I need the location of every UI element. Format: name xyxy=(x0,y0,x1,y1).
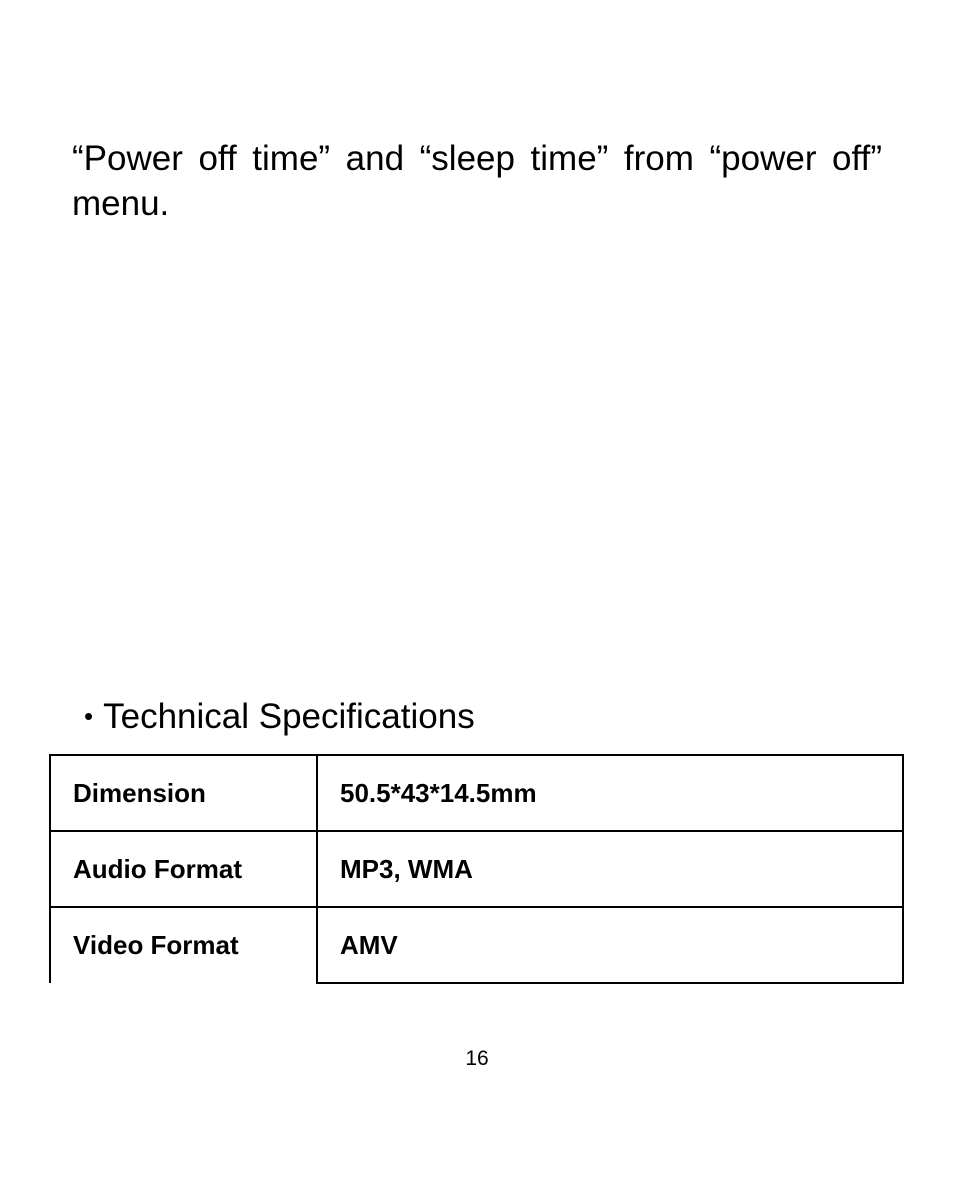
page-number: 16 xyxy=(465,1047,489,1070)
section-heading-text: Technical Specifications xyxy=(103,697,475,736)
bullet-icon: • xyxy=(84,701,94,731)
table-row xyxy=(50,831,903,907)
specifications-table xyxy=(49,754,904,984)
spec-value: AMV xyxy=(317,907,903,983)
spec-value: 50.5*43*14.5mm xyxy=(317,755,903,831)
table-row xyxy=(50,755,903,831)
spec-value: MP3, WMA xyxy=(317,831,903,907)
section-heading xyxy=(84,694,475,739)
spec-label: Dimension xyxy=(50,755,317,831)
intro-paragraph: “Power off time” and “sleep time” from “power off” menu. xyxy=(72,139,882,223)
spec-label: Video Format xyxy=(50,907,317,983)
spec-label: Audio Format xyxy=(50,831,317,907)
table-row xyxy=(50,907,903,983)
